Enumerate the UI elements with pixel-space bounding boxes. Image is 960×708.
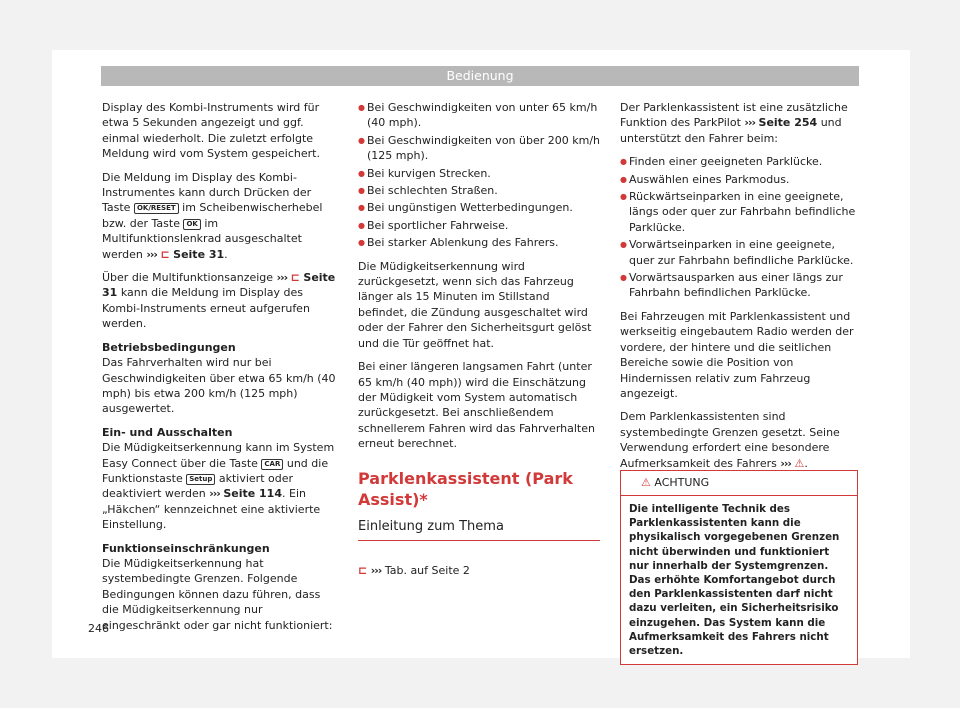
book-icon: ⊏ bbox=[160, 247, 170, 261]
reference-arrow-icon: ››› bbox=[780, 456, 791, 470]
warning-text: Die intelligente Technik des Parklenkassistenten kann die physikalisch vorgegebenen Grenzen nicht überwinden und funktioniert nur innerhalb der Systemgrenzen. Das erhöhte Komfortangebot durch den Parklenkassistenten darf nicht dazu verleiten, ein Sicherheitsrisiko einzugehen. Das System kann die Aufmerksamkeit des Fahrers nicht ersetzen. bbox=[629, 503, 840, 658]
column-left bbox=[102, 100, 340, 641]
list-item: ● Bei kurvigen Strecken. bbox=[358, 166, 600, 181]
paragraph: Die Müdigkeitserkennung kann im System Easy Connect über die Taste CAR und die Funktionstaste Setup aktiviert oder deaktiviert werden ››› Seite 114. Ein „Häkchen“ kennzeichnet eine aktivierte Einstellung. bbox=[102, 441, 335, 532]
tab-icon: ⊏ bbox=[358, 563, 368, 577]
paragraph: Bei einer längeren langsamen Fahrt (unter 65 km/h (40 mph)) wird die Einschätzung der Müdigkeit vom System automatisch zurückgesetzt. Bei anschließendem schnellerem Fahren wird das Fahrverhalten erneut berechnet. bbox=[358, 360, 595, 451]
subheading: Betriebsbedingungen bbox=[102, 340, 236, 354]
list-item: ● Bei ungünstigen Wetterbedingungen. bbox=[358, 200, 600, 215]
subheading: Ein- und Ausschalten bbox=[102, 425, 233, 439]
page-link[interactable]: Seite 31 bbox=[173, 247, 225, 261]
okreset-key-icon: OK/RESET bbox=[134, 203, 179, 214]
reference-arrow-icon: ››› bbox=[370, 563, 382, 577]
tab-reference[interactable]: ⊏ ››› Tab. auf Seite 2 bbox=[358, 563, 470, 577]
page-header: Bedienung bbox=[101, 66, 859, 86]
list-item: ● Bei starker Ablenkung des Fahrers. bbox=[358, 235, 600, 250]
reference-arrow-icon: ››› bbox=[146, 247, 157, 261]
list-item: ● Bei Geschwindigkeiten von über 200 km/h (125 mph). bbox=[358, 133, 600, 164]
list-item: ● Rückwärtseinparken in eine geeignete, längs oder quer zur Fahrbahn befindliche Parklücke. bbox=[620, 189, 860, 235]
list-item: ● Auswählen eines Parkmodus. bbox=[620, 172, 860, 187]
page-link[interactable]: Seite 114 bbox=[223, 487, 282, 501]
list-item: ● Bei schlechten Straßen. bbox=[358, 183, 600, 198]
paragraph: Dem Parklenkassistenten sind systembedingte Grenzen gesetzt. Seine Verwendung erfordert eine besondere Aufmerksamkeit des Fahrers ››› ⚠. bbox=[620, 410, 840, 470]
setup-key-icon: Setup bbox=[186, 474, 215, 485]
book-icon: ⊏ bbox=[290, 271, 300, 285]
list-item: ● Finden einer geeigneten Parklücke. bbox=[620, 154, 860, 169]
bullet-list bbox=[358, 100, 600, 251]
paragraph: Display des Kombi-Instruments wird für etwa 5 Sekunden angezeigt und ggf. einmal wiederholt. Die zuletzt erfolgte Meldung wird vom System gespeichert. bbox=[102, 101, 320, 161]
subheading: Funktionseinschränkungen bbox=[102, 541, 270, 555]
list-item: ● Bei sportlicher Fahrweise. bbox=[358, 218, 600, 233]
paragraph: Der Parklenkassistent ist eine zusätzliche Funktion des ParkPilot ››› Seite 254 und unterstützt den Fahrer beim: bbox=[620, 101, 848, 145]
paragraph: Die Müdigkeitserkennung hat systembedingte Grenzen. Folgende Bedingungen können dazu führen, dass die Müdigkeitserkennung nur eingeschränkt oder gar nicht funktioniert: bbox=[102, 556, 333, 632]
page-link[interactable]: Seite 31 bbox=[102, 271, 336, 300]
section-title: Parklenkassistent (Park Assist)* bbox=[358, 468, 573, 509]
page-link[interactable]: Seite 254 bbox=[758, 116, 818, 130]
reference-arrow-icon: ››› bbox=[276, 271, 288, 285]
reference-arrow-icon: ››› bbox=[209, 487, 220, 501]
warning-icon: ⚠ bbox=[641, 476, 651, 489]
column-right bbox=[620, 100, 860, 479]
reference-arrow-icon: ››› bbox=[744, 116, 756, 130]
page-number: 246 bbox=[88, 622, 109, 635]
paragraph: Die Meldung im Display des Kombi-Instrumentes kann durch Drücken der Taste OK/RESET im Scheibenwischerhebel bzw. der Taste OK im Multifunktionslenkrad ausgeschaltet werden ››› ⊏ Seite 31. bbox=[102, 170, 323, 261]
bullet-list bbox=[620, 154, 860, 301]
list-item: ● Vorwärtsausparken aus einer längs zur Fahrbahn befindlichen Parklücke. bbox=[620, 270, 860, 301]
column-middle bbox=[358, 100, 600, 578]
list-item: ● Bei Geschwindigkeiten von unter 65 km/h (40 mph). bbox=[358, 100, 600, 131]
warning-header bbox=[621, 471, 857, 496]
paragraph: Bei Fahrzeugen mit Parklenkassistent und werkseitig eingebautem Radio werden der vordere, der hintere und die seitlichen Bereiche sowie die Position von Hindernissen relativ zum Fahrzeug angezeigt. bbox=[620, 309, 854, 400]
paragraph: Über die Multifunktionsanzeige ››› ⊏ Seite 31 kann die Meldung im Display des Kombi-Instruments erneut aufgerufen werden. bbox=[102, 271, 336, 331]
ok-key-icon: OK bbox=[183, 219, 200, 230]
warning-title: ACHTUNG bbox=[654, 476, 710, 489]
list-item: ● Vorwärtseinparken in eine geeignete, quer zur Fahrbahn befindliche Parklücke. bbox=[620, 237, 860, 268]
car-key-icon: CAR bbox=[261, 459, 283, 470]
warning-icon: ⚠ bbox=[794, 456, 805, 470]
paragraph: Die Müdigkeitserkennung wird zurückgesetzt, wenn sich das Fahrzeug länger als 15 Minuten im Stillstand befindet, die Zündung ausgeschaltet wird oder der Fahrer den Sicherheitsgurt gelöst und die Tür geöffnet hat. bbox=[358, 259, 592, 350]
warning-box bbox=[620, 470, 858, 665]
subsection-title: Einleitung zum Thema bbox=[358, 518, 600, 541]
paragraph: Das Fahrverhalten wird nur bei Geschwindigkeiten über etwa 65 km/h (40 mph) bis etwa 200 km/h (125 mph) ausgewertet. bbox=[102, 356, 336, 416]
